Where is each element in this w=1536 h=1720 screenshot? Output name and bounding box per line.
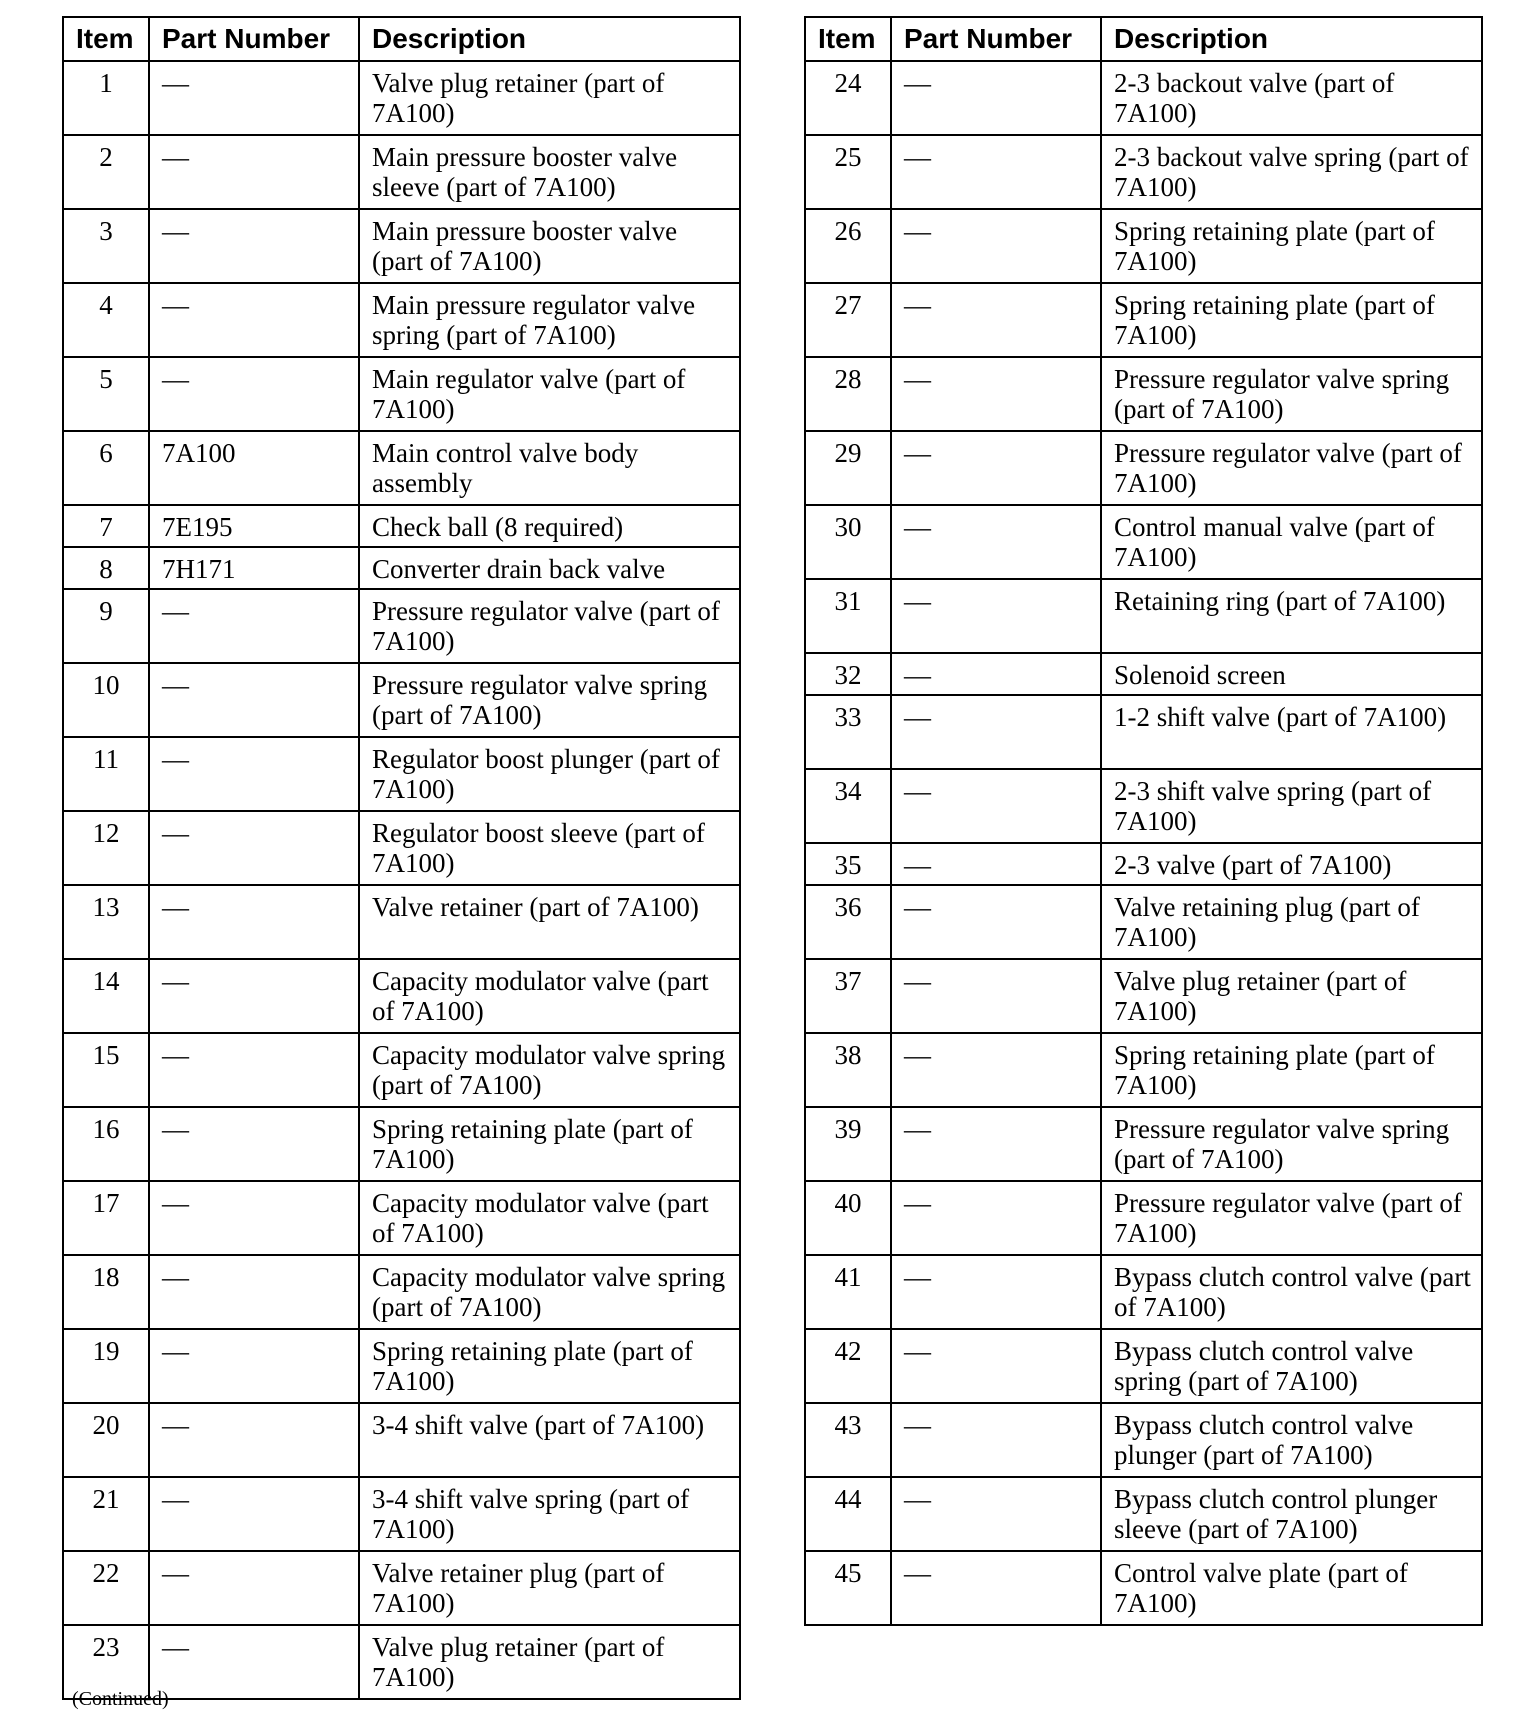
part-number-cell: — [149, 1329, 359, 1403]
table-row [805, 653, 1482, 695]
table-row [63, 811, 740, 885]
item-cell: 39 [805, 1107, 891, 1181]
description-cell: Main pressure booster valve (part of 7A100) [359, 209, 740, 283]
item-cell: 25 [805, 135, 891, 209]
description-cell: Valve retainer (part of 7A100) [359, 885, 740, 959]
part-number-cell: — [891, 1107, 1101, 1181]
item-cell: 19 [63, 1329, 149, 1403]
part-number-cell: — [891, 431, 1101, 505]
item-cell: 3 [63, 209, 149, 283]
part-number-cell: — [891, 885, 1101, 959]
table-row [805, 505, 1482, 579]
header-description: Description [1101, 17, 1482, 61]
description-cell: 2-3 shift valve spring (part of 7A100) [1101, 769, 1482, 843]
description-cell: Pressure regulator valve spring (part of 7A100) [359, 663, 740, 737]
description-cell: Regulator boost plunger (part of 7A100) [359, 737, 740, 811]
part-number-cell: — [891, 653, 1101, 695]
part-number-cell: — [891, 357, 1101, 431]
table-row [63, 737, 740, 811]
description-cell: Valve retainer plug (part of 7A100) [359, 1551, 740, 1625]
part-number-cell: — [149, 663, 359, 737]
table-row [63, 1403, 740, 1477]
table-row [805, 959, 1482, 1033]
item-cell: 6 [63, 431, 149, 505]
header-description: Description [359, 17, 740, 61]
header-part-number: Part Number [149, 17, 359, 61]
item-cell: 31 [805, 579, 891, 653]
table-row [63, 505, 740, 547]
part-number-cell: — [149, 1625, 359, 1699]
part-number-cell: — [891, 579, 1101, 653]
table-row [805, 283, 1482, 357]
item-cell: 16 [63, 1107, 149, 1181]
item-cell: 14 [63, 959, 149, 1033]
continued-note: (Continued) [72, 1688, 169, 1710]
table-row [63, 1033, 740, 1107]
description-cell: 2-3 backout valve spring (part of 7A100) [1101, 135, 1482, 209]
description-cell: 2-3 valve (part of 7A100) [1101, 843, 1482, 885]
part-number-cell: — [149, 1551, 359, 1625]
description-cell: Pressure regulator valve (part of 7A100) [359, 589, 740, 663]
item-cell: 34 [805, 769, 891, 843]
part-number-cell: — [891, 283, 1101, 357]
table-row [805, 135, 1482, 209]
description-cell: Bypass clutch control valve plunger (part of 7A100) [1101, 1403, 1482, 1477]
description-cell: Capacity modulator valve (part of 7A100) [359, 959, 740, 1033]
item-cell: 21 [63, 1477, 149, 1551]
part-number-cell: — [149, 61, 359, 135]
item-cell: 38 [805, 1033, 891, 1107]
item-cell: 42 [805, 1329, 891, 1403]
description-cell: Retaining ring (part of 7A100) [1101, 579, 1482, 653]
table-row [805, 1181, 1482, 1255]
part-number-cell: — [891, 209, 1101, 283]
part-number-cell: — [149, 357, 359, 431]
description-cell: Regulator boost sleeve (part of 7A100) [359, 811, 740, 885]
description-cell: Spring retaining plate (part of 7A100) [359, 1107, 740, 1181]
item-cell: 4 [63, 283, 149, 357]
table-row [63, 589, 740, 663]
description-cell: Converter drain back valve [359, 547, 740, 589]
item-cell: 2 [63, 135, 149, 209]
table-header-row [63, 17, 740, 61]
header-item: Item [805, 17, 891, 61]
part-number-cell: — [891, 135, 1101, 209]
table-row [805, 209, 1482, 283]
description-cell: Valve plug retainer (part of 7A100) [1101, 959, 1482, 1033]
description-cell: Main control valve body assembly [359, 431, 740, 505]
parts-table-right [804, 16, 1483, 1626]
description-cell: Solenoid screen [1101, 653, 1482, 695]
table-header-row [805, 17, 1482, 61]
part-number-cell: 7H171 [149, 547, 359, 589]
item-cell: 18 [63, 1255, 149, 1329]
description-cell: 3-4 shift valve (part of 7A100) [359, 1403, 740, 1477]
part-number-cell: — [891, 1329, 1101, 1403]
part-number-cell: — [891, 769, 1101, 843]
description-cell: Spring retaining plate (part of 7A100) [1101, 283, 1482, 357]
table-row [805, 769, 1482, 843]
item-cell: 43 [805, 1403, 891, 1477]
table-row [63, 1181, 740, 1255]
part-number-cell: — [149, 885, 359, 959]
part-number-cell: — [149, 737, 359, 811]
table-row [805, 1255, 1482, 1329]
table-row [805, 1329, 1482, 1403]
part-number-cell: — [149, 209, 359, 283]
description-cell: Pressure regulator valve (part of 7A100) [1101, 1181, 1482, 1255]
part-number-cell: — [891, 61, 1101, 135]
description-cell: Capacity modulator valve (part of 7A100) [359, 1181, 740, 1255]
item-cell: 29 [805, 431, 891, 505]
table-row [805, 1107, 1482, 1181]
item-cell: 5 [63, 357, 149, 431]
part-number-cell: — [891, 959, 1101, 1033]
table-row [63, 1107, 740, 1181]
item-cell: 33 [805, 695, 891, 769]
part-number-cell: — [891, 695, 1101, 769]
item-cell: 8 [63, 547, 149, 589]
description-cell: Pressure regulator valve spring (part of 7A100) [1101, 357, 1482, 431]
part-number-cell: — [891, 1033, 1101, 1107]
table-row [805, 357, 1482, 431]
table-row [63, 959, 740, 1033]
item-cell: 11 [63, 737, 149, 811]
part-number-cell: — [891, 1403, 1101, 1477]
part-number-cell: — [149, 135, 359, 209]
item-cell: 30 [805, 505, 891, 579]
table-row [63, 357, 740, 431]
part-number-cell: — [891, 1477, 1101, 1551]
item-cell: 45 [805, 1551, 891, 1625]
description-cell: Spring retaining plate (part of 7A100) [359, 1329, 740, 1403]
description-cell: Main pressure regulator valve spring (part of 7A100) [359, 283, 740, 357]
description-cell: Pressure regulator valve spring (part of 7A100) [1101, 1107, 1482, 1181]
table-row [63, 431, 740, 505]
description-cell: Bypass clutch control valve (part of 7A100) [1101, 1255, 1482, 1329]
item-cell: 7 [63, 505, 149, 547]
description-cell: Capacity modulator valve spring (part of 7A100) [359, 1033, 740, 1107]
table-row [63, 1477, 740, 1551]
item-cell: 13 [63, 885, 149, 959]
item-cell: 35 [805, 843, 891, 885]
description-cell: Main regulator valve (part of 7A100) [359, 357, 740, 431]
item-cell: 15 [63, 1033, 149, 1107]
table-row [63, 1551, 740, 1625]
description-cell: 3-4 shift valve spring (part of 7A100) [359, 1477, 740, 1551]
table-row [63, 209, 740, 283]
part-number-cell: — [891, 843, 1101, 885]
part-number-cell: — [149, 283, 359, 357]
description-cell: Pressure regulator valve (part of 7A100) [1101, 431, 1482, 505]
description-cell: Spring retaining plate (part of 7A100) [1101, 1033, 1482, 1107]
description-cell: Main pressure booster valve sleeve (part of 7A100) [359, 135, 740, 209]
table-row [805, 1477, 1482, 1551]
header-part-number: Part Number [891, 17, 1101, 61]
part-number-cell: 7E195 [149, 505, 359, 547]
table-row [63, 885, 740, 959]
table-row [805, 885, 1482, 959]
description-cell: Control manual valve (part of 7A100) [1101, 505, 1482, 579]
item-cell: 23 [63, 1625, 149, 1699]
item-cell: 40 [805, 1181, 891, 1255]
table-row [63, 1255, 740, 1329]
table-row [805, 843, 1482, 885]
table-row [805, 431, 1482, 505]
description-cell: Valve retaining plug (part of 7A100) [1101, 885, 1482, 959]
description-cell: Bypass clutch control valve spring (part of 7A100) [1101, 1329, 1482, 1403]
table-row [63, 663, 740, 737]
item-cell: 28 [805, 357, 891, 431]
header-item: Item [63, 17, 149, 61]
part-number-cell: — [891, 1181, 1101, 1255]
description-cell: Capacity modulator valve spring (part of 7A100) [359, 1255, 740, 1329]
part-number-cell: — [149, 1255, 359, 1329]
part-number-cell: — [891, 1255, 1101, 1329]
item-cell: 32 [805, 653, 891, 695]
item-cell: 27 [805, 283, 891, 357]
part-number-cell: — [891, 1551, 1101, 1625]
item-cell: 9 [63, 589, 149, 663]
description-cell: Control valve plate (part of 7A100) [1101, 1551, 1482, 1625]
table-row [63, 283, 740, 357]
item-cell: 1 [63, 61, 149, 135]
item-cell: 22 [63, 1551, 149, 1625]
item-cell: 41 [805, 1255, 891, 1329]
item-cell: 26 [805, 209, 891, 283]
table-row [805, 695, 1482, 769]
table-row [63, 547, 740, 589]
part-number-cell: — [149, 1403, 359, 1477]
part-number-cell: — [149, 811, 359, 885]
part-number-cell: — [149, 1181, 359, 1255]
table-row [805, 61, 1482, 135]
table-row [805, 1403, 1482, 1477]
item-cell: 12 [63, 811, 149, 885]
description-cell: Check ball (8 required) [359, 505, 740, 547]
part-number-cell: — [149, 1033, 359, 1107]
part-number-cell: — [891, 505, 1101, 579]
description-cell: 2-3 backout valve (part of 7A100) [1101, 61, 1482, 135]
part-number-cell: — [149, 1107, 359, 1181]
item-cell: 10 [63, 663, 149, 737]
description-cell: Valve plug retainer (part of 7A100) [359, 1625, 740, 1699]
part-number-cell: — [149, 959, 359, 1033]
part-number-cell: — [149, 589, 359, 663]
item-cell: 44 [805, 1477, 891, 1551]
part-number-cell: — [149, 1477, 359, 1551]
table-row [63, 1329, 740, 1403]
item-cell: 36 [805, 885, 891, 959]
item-cell: 17 [63, 1181, 149, 1255]
description-cell: 1-2 shift valve (part of 7A100) [1101, 695, 1482, 769]
table-row [63, 61, 740, 135]
part-number-cell: 7A100 [149, 431, 359, 505]
item-cell: 37 [805, 959, 891, 1033]
description-cell: Valve plug retainer (part of 7A100) [359, 61, 740, 135]
item-cell: 20 [63, 1403, 149, 1477]
table-row [805, 1033, 1482, 1107]
item-cell: 24 [805, 61, 891, 135]
parts-table-left [62, 16, 741, 1700]
description-cell: Spring retaining plate (part of 7A100) [1101, 209, 1482, 283]
description-cell: Bypass clutch control plunger sleeve (part of 7A100) [1101, 1477, 1482, 1551]
table-row [805, 579, 1482, 653]
table-row [805, 1551, 1482, 1625]
table-row [63, 135, 740, 209]
